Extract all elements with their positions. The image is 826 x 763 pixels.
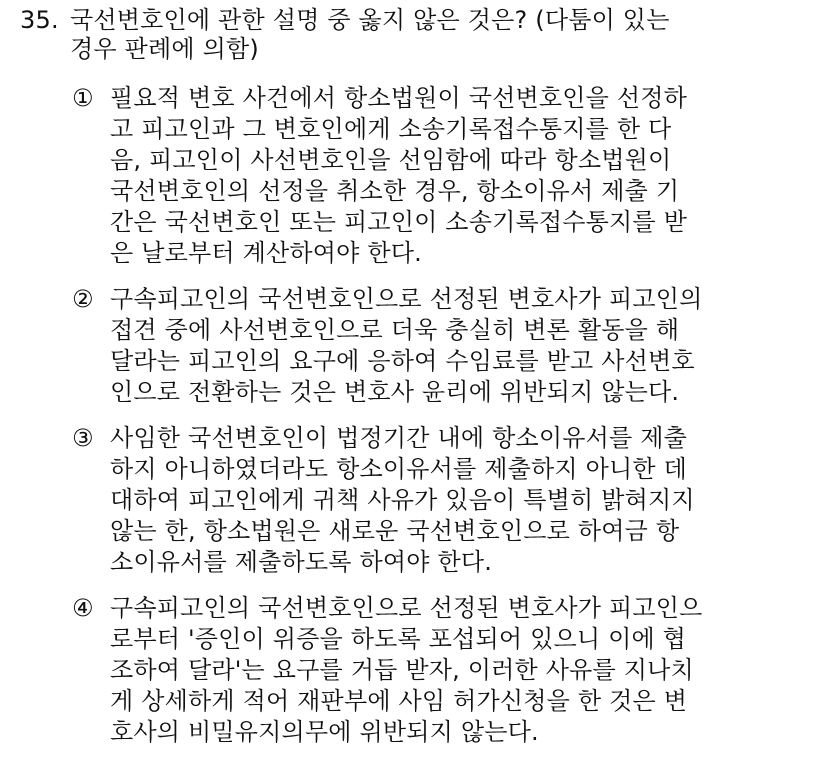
question-line (20, 6, 820, 35)
choice-line: 필요적 변호 사건에서 항소법원이 국선변호인을 선정하 (110, 84, 687, 112)
choice-line: 대하여 피고인에게 귀책 사유가 있음이 특별히 밝혀지지 (110, 486, 695, 514)
choice-line: 인으로 전환하는 것은 변호사 윤리에 위반되지 않는다. (110, 378, 680, 406)
answer-choices (72, 83, 822, 763)
choice-line: 조하여 달라'는 요구를 거듭 받자, 이러한 사유를 지나치 (110, 656, 694, 684)
question-line: 경우 판례에 의함) (70, 35, 259, 63)
choice-line: 국선변호인의 선정을 취소한 경우, 항소이유서 제출 기 (110, 177, 680, 205)
choice-line: 구속피고인의 국선변호인으로 선정된 변호사가 피고인의 (110, 285, 703, 313)
choice-line: 하지 아니하였더라도 항소이유서를 제출하지 아니한 데 (110, 455, 687, 483)
choice-4 (72, 593, 822, 748)
choice-line: 접견 중에 사선변호인으로 더욱 충실히 변론 활동을 해 (110, 316, 680, 344)
question-number: 35. (20, 6, 59, 34)
question-text: 국선변호인에 관한 설명 중 옳지 않은 것은? (다툼이 있는 (70, 6, 670, 34)
choice-line: 호사의 비밀유지의무에 위반되지 않는다. (110, 718, 539, 746)
choice-line: 로부터 '증인이 위증을 하도록 포섭되어 있으니 이에 협 (110, 625, 687, 653)
choice-2 (72, 284, 822, 408)
choice-line: 구속피고인의 국선변호인으로 선정된 변호사가 피고인으 (110, 594, 703, 622)
choice-marker: ③ (72, 424, 94, 452)
choice-line: 고 피고인과 그 변호인에게 소송기록접수통지를 한 다 (110, 115, 672, 143)
choice-line: 달라는 피고인의 요구에 응하여 수임료를 받고 사선변호 (110, 347, 695, 375)
choice-1 (72, 83, 822, 269)
choice-line: 소이유서를 제출하도록 하여야 한다. (110, 548, 493, 576)
choice-line: 않는 한, 항소법원은 새로운 국선변호인으로 하여금 항 (110, 517, 680, 545)
choice-line: 음, 피고인이 사선변호인을 선임함에 따라 항소법원이 (110, 146, 672, 174)
question-stem (20, 6, 820, 64)
choice-marker: ① (72, 84, 94, 112)
choice-line: 게 상세하게 적어 재판부에 사임 허가신청을 한 것은 변 (110, 687, 688, 715)
choice-line: 간은 국선변호인 또는 피고인이 소송기록접수통지를 받 (110, 208, 687, 236)
choice-line: 사임한 국선변호인이 법정기간 내에 항소이유서를 제출 (110, 424, 687, 452)
choice-marker: ② (72, 285, 94, 313)
choice-line: 은 날로부터 계산하여야 한다. (110, 239, 422, 267)
choice-marker: ④ (72, 594, 94, 622)
choice-3 (72, 423, 822, 578)
